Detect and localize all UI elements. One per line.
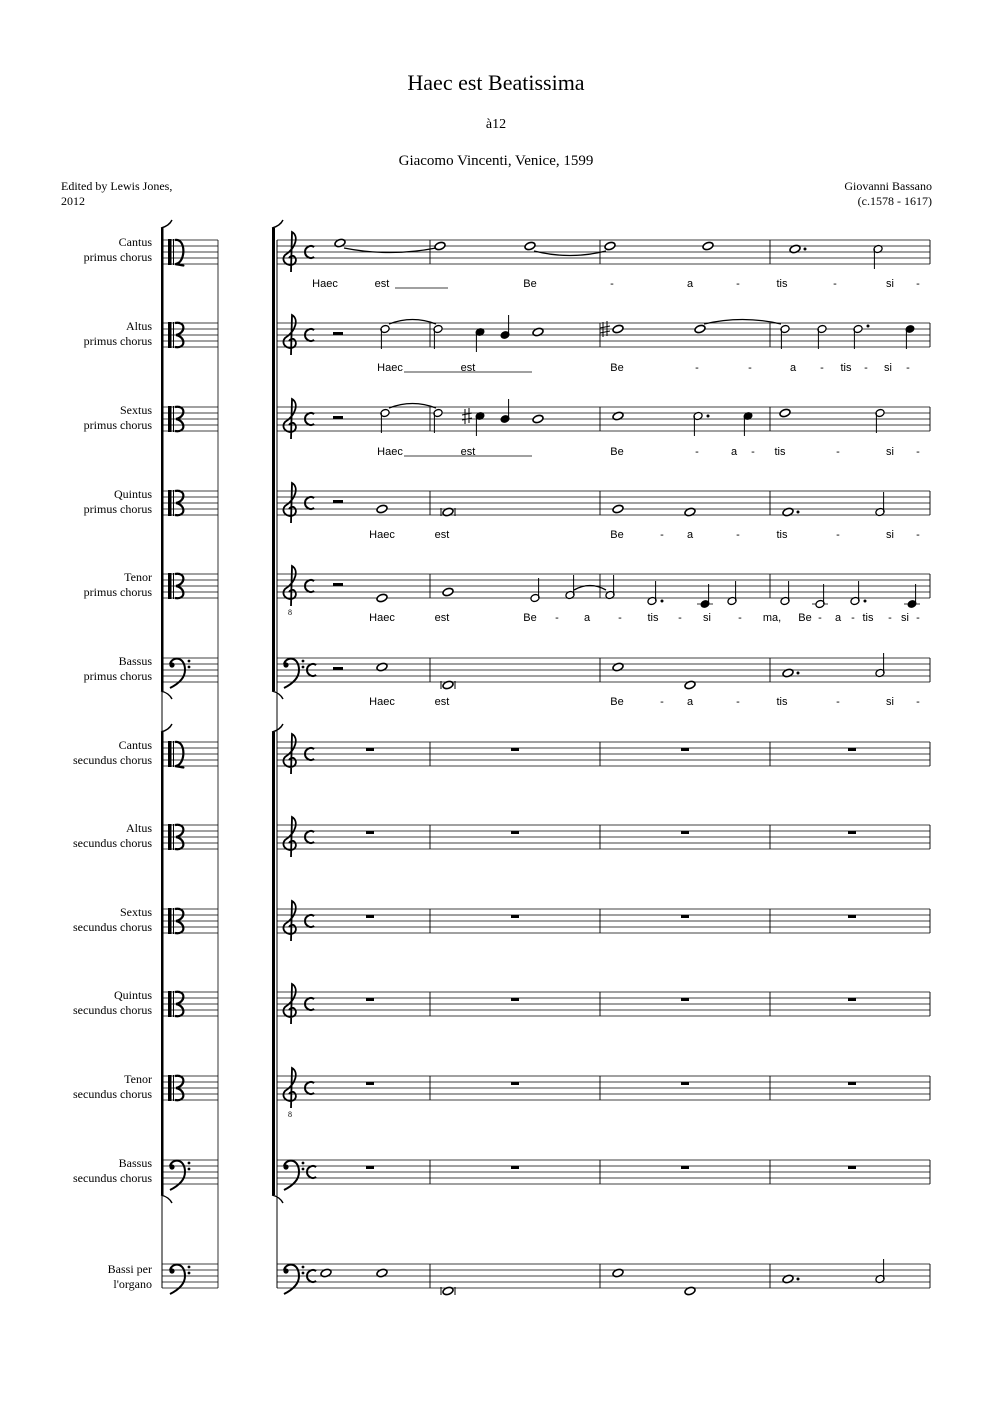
- lyric-syllable: si: [884, 362, 892, 374]
- whole-rest-icon: [511, 748, 519, 751]
- lyric-syllable: est: [374, 278, 390, 290]
- dot-icon: [797, 1278, 800, 1281]
- lyric-syllable: si: [901, 612, 909, 624]
- half-rest-icon: [333, 583, 343, 586]
- lyric-syllable: a: [686, 696, 694, 708]
- lyric-syllable: -: [751, 446, 755, 458]
- note-head: [320, 1268, 332, 1278]
- lyric-syllable: -: [916, 446, 920, 458]
- lyric-syllable: -: [678, 612, 682, 624]
- lyric-syllable: Be: [610, 529, 624, 541]
- dot-icon: [661, 600, 664, 603]
- f-clef-icon: [302, 1168, 305, 1171]
- source-line: Giacomo Vincenti, Venice, 1599: [398, 153, 594, 169]
- note-head: [789, 244, 801, 254]
- whole-rest-icon: [848, 831, 856, 834]
- c-clef-icon: [168, 1075, 172, 1101]
- composer-dates: (c.1578 - 1617): [857, 194, 932, 208]
- clef-eight-icon: 8: [288, 608, 292, 617]
- whole-rest-icon: [681, 1082, 689, 1085]
- whole-rest-icon: [681, 831, 689, 834]
- lyric-syllable: -: [836, 696, 840, 708]
- lyric-syllable: tis: [776, 529, 788, 541]
- half-rest-icon: [333, 416, 343, 419]
- voicing-subtitle: à12: [485, 117, 507, 132]
- lyric-syllable: -: [888, 612, 892, 624]
- whole-rest-icon: [681, 748, 689, 751]
- lyric-syllable: a: [583, 612, 591, 624]
- lyric-syllable: -: [851, 612, 855, 624]
- editor-name: Edited by Lewis Jones,: [61, 179, 173, 193]
- part-name: Tenor secundus chorus: [73, 1072, 152, 1101]
- half-rest-icon: [333, 500, 343, 503]
- lyric-syllable: tis: [774, 446, 786, 458]
- part-name: Altus secundus chorus: [73, 821, 152, 850]
- piece-title: Haec est Beatissima: [407, 70, 585, 95]
- note-head: [532, 414, 544, 424]
- lyric-syllable: Be: [610, 696, 624, 708]
- whole-rest-icon: [511, 998, 519, 1001]
- lyric-syllable: -: [736, 278, 740, 290]
- lyric-syllable: si: [886, 278, 894, 290]
- lyric-syllable: -: [660, 529, 664, 541]
- whole-rest-icon: [366, 1166, 374, 1169]
- note-head: [684, 1286, 696, 1296]
- lyric-syllable: Haec: [369, 529, 395, 541]
- note-head: [779, 408, 791, 418]
- lyric-syllable: est: [460, 362, 476, 374]
- note-head: [334, 238, 346, 248]
- note-head: [782, 507, 794, 517]
- lyric-syllable: Be: [798, 612, 812, 624]
- lyric-syllable: -: [916, 696, 920, 708]
- lyric-syllable: tis: [840, 362, 852, 374]
- lyric-syllable: est: [434, 529, 450, 541]
- whole-rest-icon: [511, 915, 519, 918]
- c-clef-icon: [168, 908, 172, 934]
- lyric-syllable: -: [695, 362, 699, 374]
- note-head: [532, 327, 544, 337]
- c-clef-icon: [168, 406, 172, 432]
- f-clef-icon: [188, 660, 191, 663]
- note-head: [442, 680, 454, 690]
- lyric-syllable: si: [703, 612, 711, 624]
- dot-icon: [867, 325, 870, 328]
- whole-rest-icon: [681, 1166, 689, 1169]
- f-clef-icon: [188, 1162, 191, 1165]
- whole-rest-icon: [511, 1082, 519, 1085]
- whole-rest-icon: [366, 998, 374, 1001]
- note-head: [782, 668, 794, 678]
- lyric-syllable: -: [695, 446, 699, 458]
- lyric-syllable: si: [886, 529, 894, 541]
- c-clef-icon: [175, 766, 183, 768]
- c-clef-icon: [168, 991, 172, 1017]
- f-clef-icon: [188, 1266, 191, 1269]
- f-clef-icon: [169, 1268, 174, 1273]
- whole-rest-icon: [366, 915, 374, 918]
- f-clef-icon: [302, 1272, 305, 1275]
- lyric-syllable: est: [434, 696, 450, 708]
- dot-icon: [797, 511, 800, 514]
- c-clef-icon: [168, 573, 172, 599]
- whole-rest-icon: [511, 1166, 519, 1169]
- whole-rest-icon: [848, 998, 856, 1001]
- f-clef-icon: [169, 1164, 174, 1169]
- c-clef-icon: [168, 490, 172, 516]
- note-head: [702, 241, 714, 251]
- note-head: [612, 1268, 624, 1278]
- note-head: [376, 593, 388, 603]
- part-name: Sextus primus chorus: [83, 403, 152, 432]
- note-head: [612, 324, 624, 334]
- lyric-syllable: tis: [647, 612, 659, 624]
- whole-rest-icon: [848, 1166, 856, 1169]
- note-head: [376, 662, 388, 672]
- whole-rest-icon: [848, 915, 856, 918]
- f-clef-icon: [169, 662, 174, 667]
- c-clef-icon: [175, 264, 183, 266]
- f-clef-icon: [188, 1272, 191, 1275]
- note-head: [604, 241, 616, 251]
- lyric-syllable: -: [660, 696, 664, 708]
- lyric-syllable: tis: [776, 696, 788, 708]
- note-head: [434, 241, 446, 251]
- note-head: [376, 504, 388, 514]
- lyric-syllable: -: [610, 278, 614, 290]
- f-clef-icon: [188, 1168, 191, 1171]
- note-head: [612, 411, 624, 421]
- bracket-hook: [161, 724, 172, 732]
- lyric-syllable: a: [834, 612, 842, 624]
- note-head: [442, 1286, 454, 1296]
- lyric-syllable: Haec: [377, 362, 403, 374]
- whole-rest-icon: [681, 998, 689, 1001]
- part-name: Quintus primus chorus: [83, 487, 152, 516]
- lyric-syllable: tis: [862, 612, 874, 624]
- lyric-syllable: si: [886, 696, 894, 708]
- part-name: Quintus secundus chorus: [73, 988, 152, 1017]
- system-bracket: [272, 228, 275, 691]
- whole-rest-icon: [681, 915, 689, 918]
- dot-icon: [804, 248, 807, 251]
- system-bracket: [272, 732, 275, 1195]
- whole-rest-icon: [366, 1082, 374, 1085]
- f-clef-icon: [302, 1162, 305, 1165]
- lyric-syllable: Haec: [377, 446, 403, 458]
- lyric-syllable: a: [789, 362, 797, 374]
- half-rest-icon: [333, 667, 343, 670]
- lyric-syllable: tis: [776, 278, 788, 290]
- whole-rest-icon: [366, 748, 374, 751]
- dot-icon: [864, 600, 867, 603]
- f-clef-icon: [188, 666, 191, 669]
- composer-name: Giovanni Bassano: [844, 179, 932, 193]
- lyric-syllable: Haec: [369, 696, 395, 708]
- part-name: Sextus secundus chorus: [73, 905, 152, 934]
- part-name: Bassus primus chorus: [83, 654, 152, 683]
- note-head: [524, 241, 536, 251]
- lyric-syllable: -: [836, 529, 840, 541]
- lyric-syllable: -: [833, 278, 837, 290]
- bracket-hook: [272, 220, 283, 228]
- lyric-syllable: ma,: [762, 612, 782, 624]
- lyric-syllable: a: [730, 446, 738, 458]
- half-rest-icon: [333, 332, 343, 335]
- f-clef-icon: [302, 1266, 305, 1269]
- c-clef-icon: [168, 824, 172, 850]
- part-name: Bassus secundus chorus: [73, 1156, 152, 1185]
- part-name: Cantus secundus chorus: [73, 738, 152, 767]
- lyric-syllable: est: [460, 446, 476, 458]
- sharp-icon: [462, 408, 472, 424]
- note-head: [442, 587, 454, 597]
- lyric-syllable: -: [618, 612, 622, 624]
- note-head: [442, 507, 454, 517]
- lyric-syllable: -: [820, 362, 824, 374]
- lyric-syllable: -: [916, 529, 920, 541]
- note-head: [782, 1274, 794, 1284]
- lyric-syllable: -: [906, 362, 910, 374]
- lyric-syllable: si: [886, 446, 894, 458]
- f-clef-icon: [302, 660, 305, 663]
- f-clef-icon: [283, 1268, 288, 1273]
- lyric-syllable: Be: [523, 278, 537, 290]
- lyric-syllable: -: [864, 362, 868, 374]
- lyric-syllable: -: [818, 612, 822, 624]
- bracket-hook: [161, 691, 172, 699]
- dot-icon: [707, 415, 710, 418]
- lyric-syllable: a: [686, 529, 694, 541]
- whole-rest-icon: [366, 831, 374, 834]
- lyric-syllable: Be: [610, 446, 624, 458]
- part-name: Altus primus chorus: [83, 319, 152, 348]
- lyric-syllable: -: [916, 278, 920, 290]
- f-clef-icon: [302, 666, 305, 669]
- lyric-syllable: Be: [610, 362, 624, 374]
- part-name: Bassi per l'organo: [107, 1262, 152, 1291]
- lyric-syllable: -: [555, 612, 559, 624]
- whole-rest-icon: [848, 748, 856, 751]
- part-name: Cantus primus chorus: [83, 235, 152, 264]
- lyric-syllable: -: [736, 529, 740, 541]
- whole-rest-icon: [848, 1082, 856, 1085]
- lyric-syllable: -: [748, 362, 752, 374]
- lyric-syllable: Haec: [312, 278, 338, 290]
- dot-icon: [797, 672, 800, 675]
- lyric-syllable: Haec: [369, 612, 395, 624]
- part-name: Tenor primus chorus: [83, 570, 152, 599]
- note-head: [376, 1268, 388, 1278]
- c-clef-icon: [168, 239, 172, 265]
- note-head: [684, 680, 696, 690]
- lyric-syllable: a: [686, 278, 694, 290]
- note-head: [612, 662, 624, 672]
- lyric-syllable: -: [736, 696, 740, 708]
- note-head: [684, 507, 696, 517]
- c-clef-icon: [168, 741, 172, 767]
- note-head: [612, 504, 624, 514]
- f-clef-icon: [283, 1164, 288, 1169]
- clef-eight-icon: 8: [288, 1110, 292, 1119]
- lyric-syllable: -: [836, 446, 840, 458]
- lyric-syllable: est: [434, 612, 450, 624]
- lyric-syllable: Be: [523, 612, 537, 624]
- lyric-syllable: -: [738, 612, 742, 624]
- bracket-hook: [161, 1195, 172, 1203]
- f-clef-icon: [283, 662, 288, 667]
- whole-rest-icon: [511, 831, 519, 834]
- editor-year: 2012: [61, 194, 85, 208]
- c-clef-icon: [168, 322, 172, 348]
- note-head: [694, 324, 706, 334]
- bracket-hook: [161, 220, 172, 228]
- lyric-syllable: -: [916, 612, 920, 624]
